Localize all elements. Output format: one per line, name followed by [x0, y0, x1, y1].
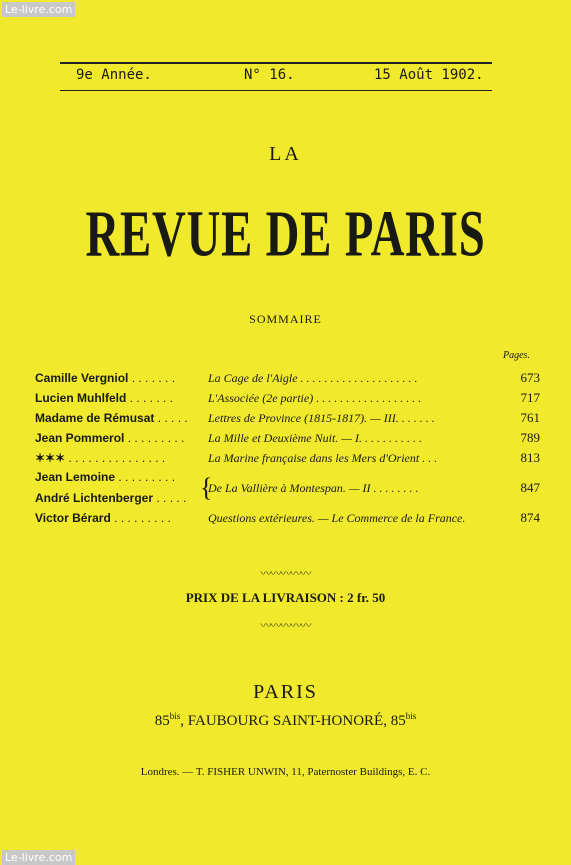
- toc-row: [35, 428, 540, 448]
- publisher-address: $85^{bis}$, FAUBOURG SAINT-HONORÉ, $85^{bis}$: [154, 711, 417, 729]
- toc-author: ✶✶✶: [35, 451, 66, 465]
- toc-author: Camille Vergniol: [35, 371, 129, 385]
- title-prefix: LA: [269, 143, 302, 165]
- toc-author-dots: . . . . . . . . .: [110, 511, 171, 525]
- toc-author-dots: . . . . . . . . .: [115, 470, 176, 484]
- toc-work: Questions extérieures. — Le Commerce de la France.: [208, 511, 466, 525]
- toc-work: La Marine française dans les Mers d'Orient . . .: [208, 451, 438, 465]
- toc-work: La Cage de l'Aigle . . . . . . . . . . . . . . . . . . . .: [208, 371, 418, 385]
- watermark-bottom: Le-livre.com: [2, 850, 75, 865]
- toc-row: [35, 508, 540, 528]
- toc-page: 717: [520, 390, 540, 405]
- toc-author-dots: . . . . . . . . . . . . . . .: [65, 451, 166, 465]
- toc-author-dots: . . . . .: [153, 491, 187, 505]
- toc-work: Lettres de Province (1815-1817). — III. . . . . . .: [208, 411, 435, 425]
- toc-row: [35, 368, 540, 388]
- publisher-city: PARIS: [253, 681, 318, 703]
- toc-row: [35, 408, 540, 428]
- toc-row-joint: [35, 468, 540, 508]
- issue-year: 9e Année.: [76, 67, 152, 83]
- issue-date: 15 Août 1902.: [374, 67, 484, 83]
- toc-work: De La Vallière à Montespan. — II . . . . . . . .: [208, 481, 419, 495]
- toc-author-dots: . . . . . . . . .: [124, 431, 185, 445]
- toc-page: 847: [520, 480, 540, 495]
- toc-author-dots: . . . . . . .: [126, 391, 174, 405]
- toc-work: L'Associée (2e partie) . . . . . . . . . . . . . . . . . .: [208, 391, 422, 405]
- toc-author: Victor Bérard: [35, 511, 111, 525]
- table-of-contents: [35, 368, 540, 528]
- toc-author: Jean Pommerol: [35, 431, 125, 445]
- joint-brace: {: [200, 473, 213, 502]
- toc-page: 789: [520, 430, 540, 445]
- toc-author: André Lichtenberger: [35, 491, 154, 505]
- toc-author: Jean Lemoine: [35, 470, 116, 484]
- toc-page: 874: [520, 510, 540, 525]
- masthead-title: REVUE DE PARIS: [85, 197, 486, 270]
- london-agent-line: Londres. — T. FISHER UNWIN, 11, Paternoster Buildings, E. C.: [140, 766, 431, 778]
- toc-row: [35, 388, 540, 408]
- toc-page: 761: [520, 410, 540, 425]
- ornament-divider: 〰〰〰〰〰: [260, 619, 311, 632]
- toc-author: Madame de Rémusat: [35, 411, 155, 425]
- issue-number: N° 16.: [244, 67, 295, 83]
- price-line: PRIX DE LA LIVRAISON : 2 fr. 50: [185, 590, 386, 605]
- header-rule-top: [60, 62, 492, 64]
- toc-author: Lucien Muhlfeld: [35, 391, 127, 405]
- watermark-top: Le-livre.com: [2, 2, 75, 17]
- pages-column-label: Pages.: [503, 350, 530, 361]
- sommaire-heading: SOMMAIRE: [249, 312, 322, 326]
- toc-work: La Mille et Deuxième Nuit. — I. . . . . . . . . . .: [208, 431, 422, 445]
- toc-page: 673: [520, 370, 540, 385]
- header-rule-bottom: [60, 90, 492, 91]
- toc-page: 813: [520, 450, 540, 465]
- toc-row: [35, 448, 540, 468]
- toc-author-dots: . . . . .: [154, 411, 188, 425]
- ornament-divider: 〰〰〰〰〰: [260, 567, 311, 580]
- toc-author-dots: . . . . . . .: [128, 371, 176, 385]
